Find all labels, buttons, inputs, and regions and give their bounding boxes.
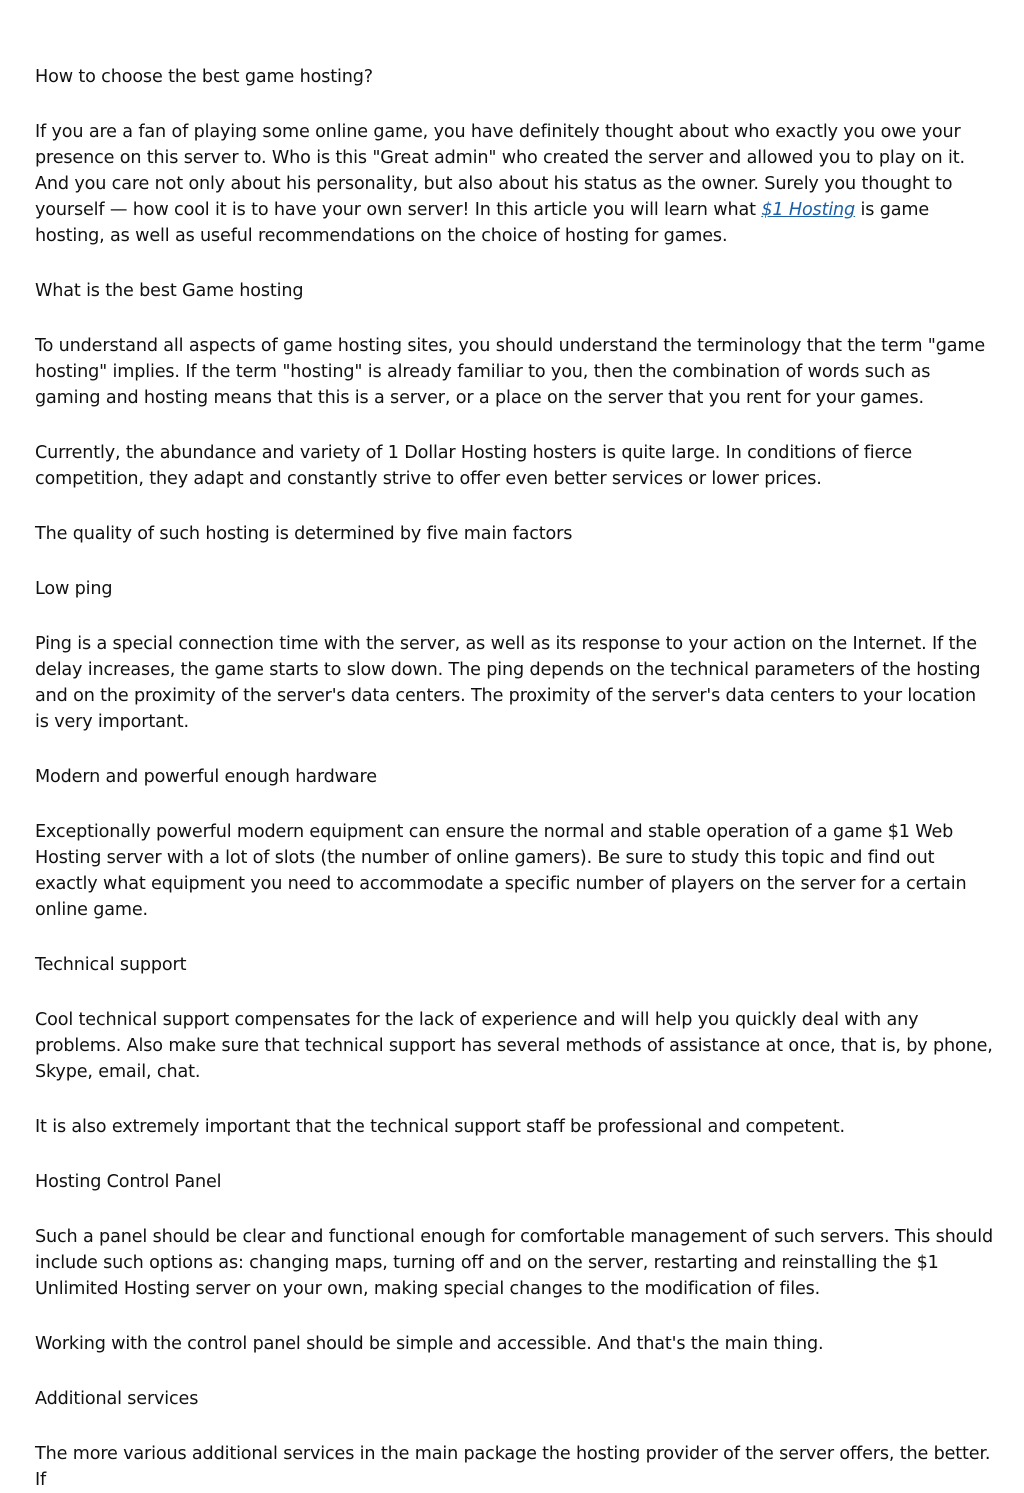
paragraph-support-staff: It is also extremely important that the technical support staff be professional and competent.	[35, 1117, 845, 1137]
section-heading-additional: Additional services	[35, 1389, 199, 1409]
paragraph-abundance: Currently, the abundance and variety of 1 Dollar Hosting hosters is quite large. In conditions of fierce competition, they adapt and constantly strive to offer even better services or lower prices.	[35, 443, 913, 489]
paragraph-ping: Ping is a special connection time with the server, as well as its response to your action on the Internet. If the delay increases, the game starts to slow down. The ping depends on the technical parameters of the hosting and on the proximity of the server's data centers. The proximity of the server's data centers to your location is very important.	[35, 634, 981, 732]
paragraph-quality-factors: The quality of such hosting is determined by five main factors	[35, 524, 573, 544]
section-heading-hardware: Modern and powerful enough hardware	[35, 767, 377, 787]
paragraph-terminology: To understand all aspects of game hosting sites, you should understand the terminology that the term "game hosting" implies. If the term "hosting" is already familiar to you, then the combination of words such as gaming and hosting means that this is a server, or a place on the server that you rent for your games.	[35, 336, 986, 408]
document-title: How to choose the best game hosting?	[35, 67, 373, 87]
paragraph-additional: The more various additional services in the main package the hosting provider of the server offers, the better. If	[35, 1444, 991, 1490]
paragraph-panel-simple: Working with the control panel should be simple and accessible. And that's the main thing.	[35, 1334, 824, 1354]
paragraph-panel: Such a panel should be clear and functional enough for comfortable management of such servers. This should include such options as: changing maps, turning off and on the server, restarting and reinstalling the $1 Unlimited Hosting server on your own, making special changes to the modification of files.	[35, 1227, 994, 1299]
document-body	[35, 64, 995, 1493]
hosting-link[interactable]: $1 Hosting	[761, 200, 856, 220]
section-heading-ping: Low ping	[35, 579, 113, 599]
intro-paragraph	[35, 119, 995, 249]
section-heading-best: What is the best Game hosting	[35, 281, 304, 301]
paragraph-support: Cool technical support compensates for the lack of experience and will help you quickly deal with any problems. Also make sure that technical support has several methods of assistance at once, that is, by phone, Skype, email, chat.	[35, 1010, 993, 1082]
intro-text-after-link: is game hosting, as well as useful recommendations on the choice of hosting for games.	[35, 200, 930, 246]
section-heading-support: Technical support	[35, 955, 187, 975]
intro-text-before-link: If you are a fan of playing some online game, you have definitely thought about who exactly you owe your presence on this server to. Who is this "Great admin" who created the server and allowed you to play on it. And you care not only about his personality, but also about his status as the owner. Surely you thought to yourself — how cool it is to have your own server! In this article you will learn what	[35, 122, 965, 220]
paragraph-hardware: Exceptionally powerful modern equipment can ensure the normal and stable operation of a game $1 Web Hosting server with a lot of slots (the number of online gamers). Be sure to study this topic and find out exactly what equipment you need to accommodate a specific number of players on the server for a certain online game.	[35, 822, 967, 920]
section-heading-panel: Hosting Control Panel	[35, 1172, 222, 1192]
